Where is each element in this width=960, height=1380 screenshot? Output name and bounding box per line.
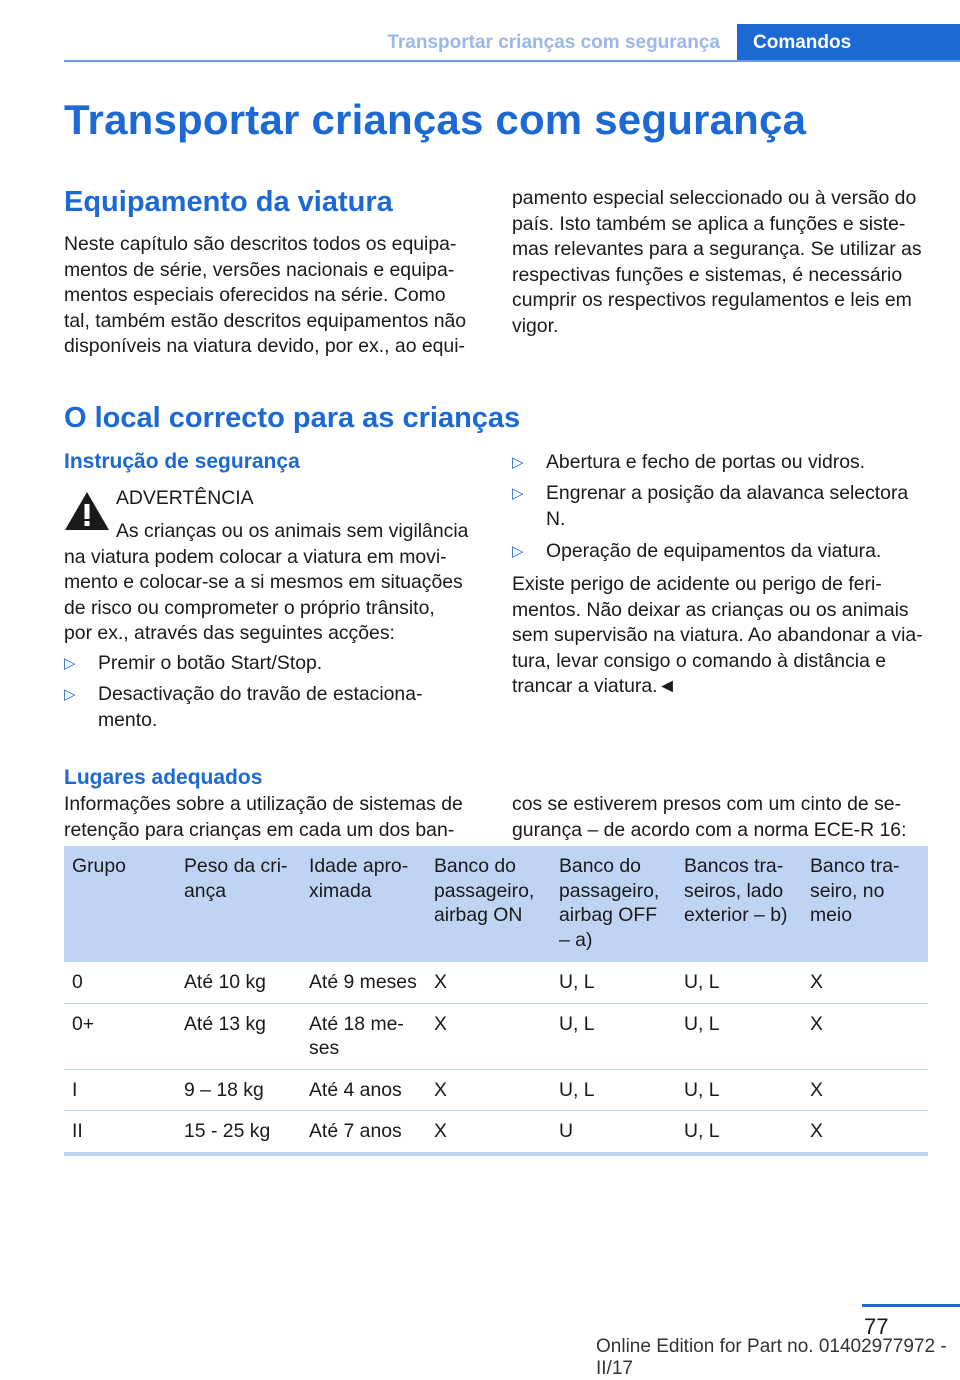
text-line: Até 4 anos bbox=[309, 1078, 402, 1101]
heading-equipment: Equipamento da viatura bbox=[64, 186, 393, 218]
text-line: Peso da cri- bbox=[184, 855, 288, 877]
text-line: ximada bbox=[309, 879, 372, 902]
text-line: trancar a viatura.◄ bbox=[512, 675, 677, 697]
text-line: Engrenar a posição da alavanca selectora bbox=[546, 482, 909, 504]
text-line: seiros, lado bbox=[684, 879, 784, 902]
text-line: seiro, no bbox=[810, 879, 885, 902]
seats-text-right bbox=[512, 792, 928, 843]
text-line: ança bbox=[184, 879, 227, 902]
table-header-cell bbox=[676, 846, 802, 962]
text-line: Abertura e fecho de portas ou vidros. bbox=[546, 451, 866, 473]
text-line: 9 – 18 kg bbox=[184, 1078, 264, 1101]
text-line: pamento especial seleccionado ou à versão do bbox=[512, 187, 917, 209]
text-line: II bbox=[72, 1120, 83, 1142]
table-cell bbox=[176, 962, 301, 1003]
text-line: Bancos tra- bbox=[684, 855, 784, 877]
text-line: exterior – b) bbox=[684, 904, 788, 926]
table-cell bbox=[64, 1111, 176, 1154]
text-line: tal, também estão descritos equipamentos não bbox=[64, 309, 467, 332]
table-cell bbox=[676, 1003, 802, 1069]
text-line: Até 18 me- bbox=[309, 1012, 404, 1035]
text-line: U, L bbox=[684, 1012, 720, 1035]
text-line: Operação de equipamentos da viatura. bbox=[546, 540, 882, 562]
text-line: X bbox=[434, 1078, 447, 1101]
triangle-right-icon: ▷ bbox=[512, 485, 524, 502]
table-cell bbox=[551, 962, 676, 1003]
table-header-cell bbox=[301, 846, 426, 962]
table-cell bbox=[301, 962, 426, 1003]
text-line: ses bbox=[309, 1037, 340, 1059]
table-header-cell bbox=[551, 846, 676, 962]
table-cell bbox=[426, 1003, 551, 1069]
text-line: Existe perigo de acidente ou perigo de feri- bbox=[512, 573, 882, 595]
warning-text bbox=[64, 519, 480, 647]
text-line: X bbox=[434, 1012, 447, 1035]
text-line: Desactivação do travão de estaciona- bbox=[98, 683, 423, 705]
triangle-right-icon: ▷ bbox=[64, 655, 76, 672]
footer-rule bbox=[862, 1304, 960, 1307]
table-cell bbox=[676, 1069, 802, 1111]
list-item-text bbox=[546, 539, 881, 565]
list-item-text bbox=[98, 682, 422, 733]
table-header-row bbox=[64, 846, 928, 962]
text-line: U, L bbox=[559, 1012, 595, 1035]
text-line: X bbox=[434, 971, 447, 993]
text-line: 0+ bbox=[72, 1012, 95, 1035]
text-line: airbag OFF bbox=[559, 904, 658, 926]
text-line: Até 7 anos bbox=[309, 1120, 402, 1142]
text-line: I bbox=[72, 1078, 78, 1101]
triangle-right-icon: ▷ bbox=[512, 543, 524, 560]
text-line: 15 - 25 kg bbox=[184, 1120, 271, 1142]
table-cell bbox=[301, 1069, 426, 1111]
warning-label: ADVERTÊNCIA bbox=[116, 487, 254, 509]
text-line: tura, levar consigo o comando à distância e bbox=[512, 649, 887, 672]
text-line: gurança – de acordo com a norma ECE-R 16: bbox=[512, 818, 907, 841]
text-line: passageiro, bbox=[559, 879, 660, 902]
text-line: Informações sobre a utilização de sistemas de bbox=[64, 793, 463, 815]
table-cell bbox=[64, 1003, 176, 1069]
text-line: N. bbox=[546, 507, 566, 530]
text-line: Até 13 kg bbox=[184, 1012, 266, 1035]
table-cell bbox=[176, 1003, 301, 1069]
text-line: Grupo bbox=[72, 855, 126, 877]
text-line: Até 9 meses bbox=[309, 971, 417, 993]
table-cell bbox=[802, 1111, 928, 1154]
table-header-cell bbox=[64, 846, 176, 962]
table-row bbox=[64, 962, 928, 1003]
text-line: mentos especiais oferecidos na série. Como bbox=[64, 284, 446, 306]
seats-text-left bbox=[64, 792, 480, 843]
table-cell bbox=[301, 1111, 426, 1154]
text-line: Banco tra- bbox=[810, 855, 900, 877]
triangle-right-icon: ▷ bbox=[64, 686, 76, 703]
edition-note: Online Edition for Part no. 01402977972 - II/17 bbox=[596, 1336, 947, 1379]
text-line: mas relevantes para a segurança. Se utilizar as bbox=[512, 238, 922, 260]
text-line: por ex., através das seguintes acções: bbox=[64, 622, 395, 644]
list-item-text bbox=[546, 450, 865, 476]
table-cell bbox=[64, 1069, 176, 1111]
table-cell bbox=[676, 1111, 802, 1154]
text-line: meio bbox=[810, 904, 853, 926]
text-line: U, L bbox=[559, 971, 595, 993]
text-line: airbag ON bbox=[434, 904, 523, 926]
text-line: mento e colocar-se a si mesmos em situações bbox=[64, 571, 463, 593]
table-cell bbox=[802, 1003, 928, 1069]
table-cell bbox=[551, 1069, 676, 1111]
chapter-tab: Comandos bbox=[737, 24, 960, 62]
text-line: respectivas funções e sistemas, é necessário bbox=[512, 263, 903, 286]
table-cell bbox=[551, 1003, 676, 1069]
table-cell bbox=[426, 1069, 551, 1111]
text-line: disponíveis na viatura devido, por ex., ao equi- bbox=[64, 335, 465, 357]
list-item-text bbox=[546, 481, 908, 532]
text-line: Banco do bbox=[559, 855, 641, 877]
equipment-text-left bbox=[64, 232, 480, 360]
table-cell bbox=[551, 1111, 676, 1154]
text-line: vigor. bbox=[512, 314, 559, 337]
table-cell bbox=[802, 962, 928, 1003]
text-line: de risco ou comprometer o próprio trânsito, bbox=[64, 596, 435, 619]
text-line: Neste capítulo são descritos todos os equipa- bbox=[64, 233, 457, 255]
text-line: X bbox=[810, 971, 823, 993]
text-line: U bbox=[559, 1120, 574, 1142]
table-cell bbox=[176, 1111, 301, 1154]
text-line: retenção para crianças em cada um dos ban- bbox=[64, 818, 455, 841]
text-line: X bbox=[810, 1078, 823, 1101]
text-line: U, L bbox=[684, 971, 720, 993]
table-row bbox=[64, 1111, 928, 1154]
running-header-section: Transportar crianças com segurança bbox=[387, 32, 720, 53]
header-rule bbox=[64, 60, 960, 62]
heading-safety: Instrução de segurança bbox=[64, 450, 300, 473]
table-cell bbox=[426, 1111, 551, 1154]
text-line: X bbox=[810, 1120, 823, 1142]
table-cell bbox=[176, 1069, 301, 1111]
table-cell bbox=[301, 1003, 426, 1069]
triangle-right-icon: ▷ bbox=[512, 454, 524, 471]
table-row bbox=[64, 1003, 928, 1069]
text-line: U, L bbox=[684, 1120, 720, 1142]
table-cell bbox=[802, 1069, 928, 1111]
text-line: – a) bbox=[559, 928, 593, 951]
text-line: cumprir os respectivos regulamentos e leis em bbox=[512, 289, 912, 311]
conclusion-text bbox=[512, 572, 928, 700]
text-line: Até 10 kg bbox=[184, 971, 266, 993]
text-line: mento. bbox=[98, 708, 158, 731]
table-row bbox=[64, 1069, 928, 1111]
page-number: 77 bbox=[864, 1314, 889, 1339]
page-title: Transportar crianças com segurança bbox=[64, 96, 807, 143]
text-line: cos se estiverem presos com um cinto de se- bbox=[512, 793, 902, 815]
child-seat-table bbox=[64, 846, 928, 1156]
text-line: 0 bbox=[72, 971, 83, 993]
text-line: As crianças ou os animais sem vigilância bbox=[116, 520, 469, 542]
text-line: país. Isto também se aplica a funções e siste- bbox=[512, 212, 906, 235]
text-line: passageiro, bbox=[434, 879, 535, 902]
text-line: U, L bbox=[684, 1078, 720, 1101]
text-line: X bbox=[810, 1012, 823, 1035]
table-header-cell bbox=[426, 846, 551, 962]
table-cell bbox=[64, 962, 176, 1003]
text-line: U, L bbox=[559, 1078, 595, 1101]
table-cell bbox=[676, 962, 802, 1003]
text-line: Premir o botão Start/Stop. bbox=[98, 652, 323, 674]
text-line: mentos de série, versões nacionais e equipa- bbox=[64, 258, 455, 281]
text-line: X bbox=[434, 1120, 447, 1142]
heading-location: O local correcto para as crianças bbox=[64, 402, 521, 434]
table-header-cell bbox=[176, 846, 301, 962]
table-cell bbox=[426, 962, 551, 1003]
table-header-cell bbox=[802, 846, 928, 962]
text-line: mentos. Não deixar as crianças ou os animais bbox=[512, 598, 909, 621]
text-line: Idade apro- bbox=[309, 855, 409, 877]
list-item-text bbox=[98, 651, 322, 677]
equipment-text-right bbox=[512, 186, 928, 339]
text-line: sem supervisão na viatura. Ao abandonar a via- bbox=[512, 624, 923, 646]
text-line: na viatura podem colocar a viatura em movi- bbox=[64, 545, 447, 568]
text-line: Banco do bbox=[434, 855, 516, 877]
heading-seats: Lugares adequados bbox=[64, 766, 263, 789]
